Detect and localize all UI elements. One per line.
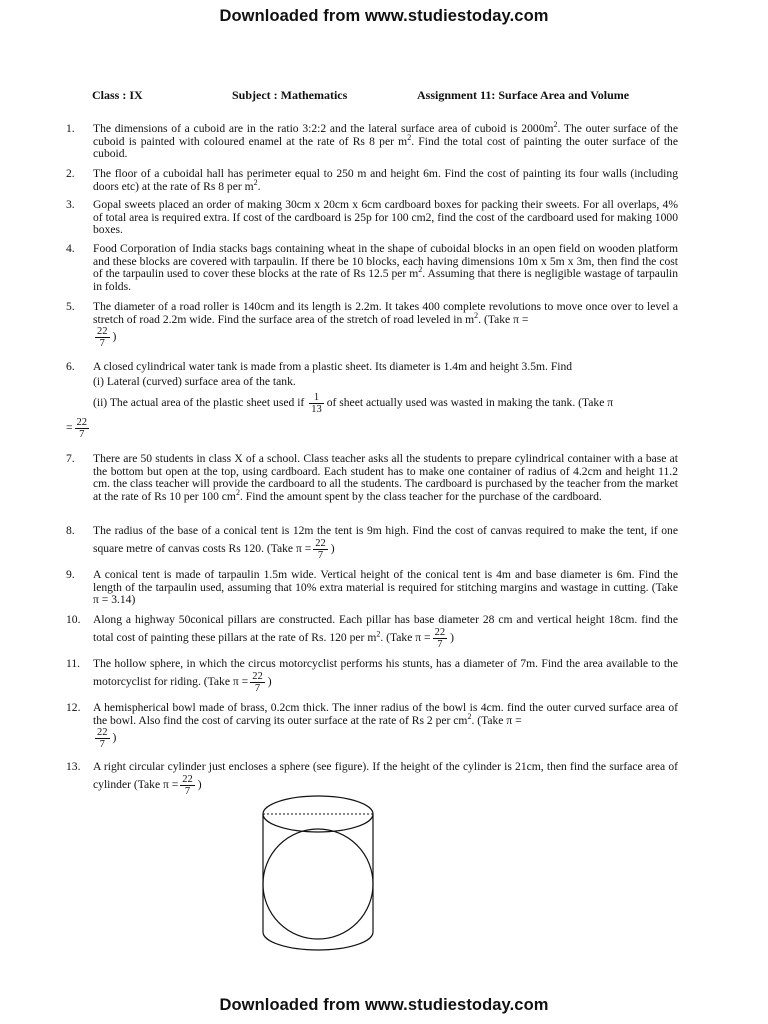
- question-4: 4. Food Corporation of India stacks bags containing wheat in the shape of cuboidal blocks in an open field on wooden platform and these blocks are covered with tarpaulin. If there be 10 blocks, each having dimensions 10m x 5m x 3m, then find the cost of the tarpaulin used to cover these blocks at the rate of Rs 12.5 per $m^2$. Assuming that there is negligible wastage of tarpaulin in folds.: [66, 242, 678, 293]
- page-banner-bottom: Downloaded from www.studiestoday.com: [219, 996, 549, 1014]
- question-9: 9. A conical tent is made of tarpaulin 1.5m wide. Vertical height of the conical tent is 4m and base diameter is 6m. Find the length of the tarpaulin used, assuming that 10% extra material is required for stitching margins and wastage in cutting. (Take π = 3.14): [66, 568, 678, 607]
- fraction: $\frac{22}{7}$: [315, 537, 326, 561]
- question-number: 6.: [66, 360, 75, 373]
- question-10: 10. Along a highway 50conical pillars are constructed. Each pillar has base diameter 28 cm and vertical height 18cm. find the total cost of painting these pillars at the rate of Rs. 120 per $m^2$. (Take π = $\frac{22}{7}$ ): [66, 613, 678, 650]
- question-5: 5. The diameter of a road roller is 140cm and its length is 2.2m. It takes 400 complete revolutions to move once over to level a stretch of road 2.2m wide. Find the surface area of the stretch of road leveled in $m^2$. (Take π = $\frac{22}{7}$ ): [66, 300, 678, 350]
- header-assignment: Assignment 11: Surface Area and Volume: [417, 88, 630, 102]
- fraction: $\frac{22}{7}$: [182, 773, 193, 797]
- question-number: 13.: [66, 760, 81, 773]
- question-11: 11. The hollow sphere, in which the circus motorcyclist performs his stunts, has a diameter of 7m. Find the area available to the motorcyclist for riding. (Take π = $\frac{22}{7}$ ): [66, 657, 678, 694]
- header-class: Class : IX: [92, 88, 143, 102]
- question-number: 2.: [66, 167, 75, 180]
- fraction: $\frac{1}{13}$: [311, 392, 322, 416]
- fraction: $\frac{22}{7}$: [97, 727, 108, 751]
- page-banner-top: Downloaded from www.studiestoday.com: [219, 7, 549, 25]
- fraction: $\frac{22}{7}$: [252, 670, 263, 694]
- question-1: 1. The dimensions of a cuboid are in the ratio 3:2:2 and the lateral surface area of cuboid is $2000m^2$. The outer surface of the cuboid is painted with coloured enamel at the rate of Rs 8 per $m^2$. Find the total cost of painting the outer surface of the cuboid.: [66, 120, 679, 161]
- cylinder-bottom-arc: [263, 932, 373, 950]
- question-number: 1.: [66, 122, 75, 135]
- question-number: 11.: [66, 657, 81, 670]
- question-13: 13. A right circular cylinder just encloses a sphere (see figure). If the height of the cylinder is 21cm, then find the surface area of cylinder (Take π = $\frac{22}{7}$ ): [66, 760, 678, 797]
- sphere-circle: [263, 829, 373, 939]
- header-subject: Subject : Mathematics: [232, 88, 348, 102]
- fraction: $\frac{22}{7}$: [76, 417, 88, 441]
- fraction: $\frac{22}{7}$: [97, 326, 108, 350]
- question-number: 9.: [66, 568, 75, 581]
- question-number: 10.: [66, 613, 81, 626]
- question-7: 7. There are 50 students in class X of a school. Class teacher asks all the students to prepare cylindrical container with a base at the bottom but open at the top, using cardboard. Each student has to make one container of radius of 4.2cm and height 11.2 cm. the class teacher will provide the cardboard to all the students. The cardboard is purchased by the teacher from the market at the rate of Rs 10 per 100 $cm^2$. Find the amount spent by the class teacher for the purchase of the cardboard.: [66, 452, 678, 503]
- question-6: 6. A closed cylindrical water tank is made from a plastic sheet. Its diameter is 1.4m and height 3.5m. Find (i) Lateral (curved) surface area of the tank. (ii) The actual area of the plastic sheet used if $\frac{1}{13}$ of sheet actually used was wasted in making the tank. (Take π = $\frac{22}{7}$: [66, 360, 614, 441]
- question-2: 2. The floor of a cuboidal hall has perimeter equal to 250 m and height 6m. Find the cost of painting its four walls (including doors etc) at the rate of Rs 8 per $m^2$.: [66, 167, 678, 193]
- cylinder-sphere-figure: [258, 792, 382, 952]
- question-3: 3. Gopal sweets placed an order of making 30cm x 20cm x 6cm cardboard boxes for packing their sweets. For all overlaps, 4% of total area is required extra. If cost of the cardboard is 25p for 100 cm2, find the cost of the cardboard used for making 1000 boxes.: [66, 198, 678, 237]
- question-number: 5.: [66, 300, 75, 313]
- question-number: 12.: [66, 701, 81, 714]
- question-number: 8.: [66, 524, 75, 537]
- fraction: $\frac{22}{7}$: [434, 626, 446, 650]
- question-number: 7.: [66, 452, 75, 465]
- question-12: 12. A hemispherical bowl made of brass, 0.2cm thick. The inner radius of the bowl is 4cm. find the outer curved surface area of the bowl. Also find the cost of carving its outer surface at the rate of Rs 2 per $cm^2$. (Take π = $\frac{22}{7}$ ): [66, 701, 678, 751]
- question-number: 4.: [66, 242, 75, 255]
- question-number: 3.: [66, 198, 75, 211]
- question-8: 8. The radius of the base of a conical tent is 12m the tent is 9m high. Find the cost of canvas required to make the tent, if one square metre of canvas costs Rs 120. (Take π = $\frac{22}{7}$ ): [66, 524, 678, 561]
